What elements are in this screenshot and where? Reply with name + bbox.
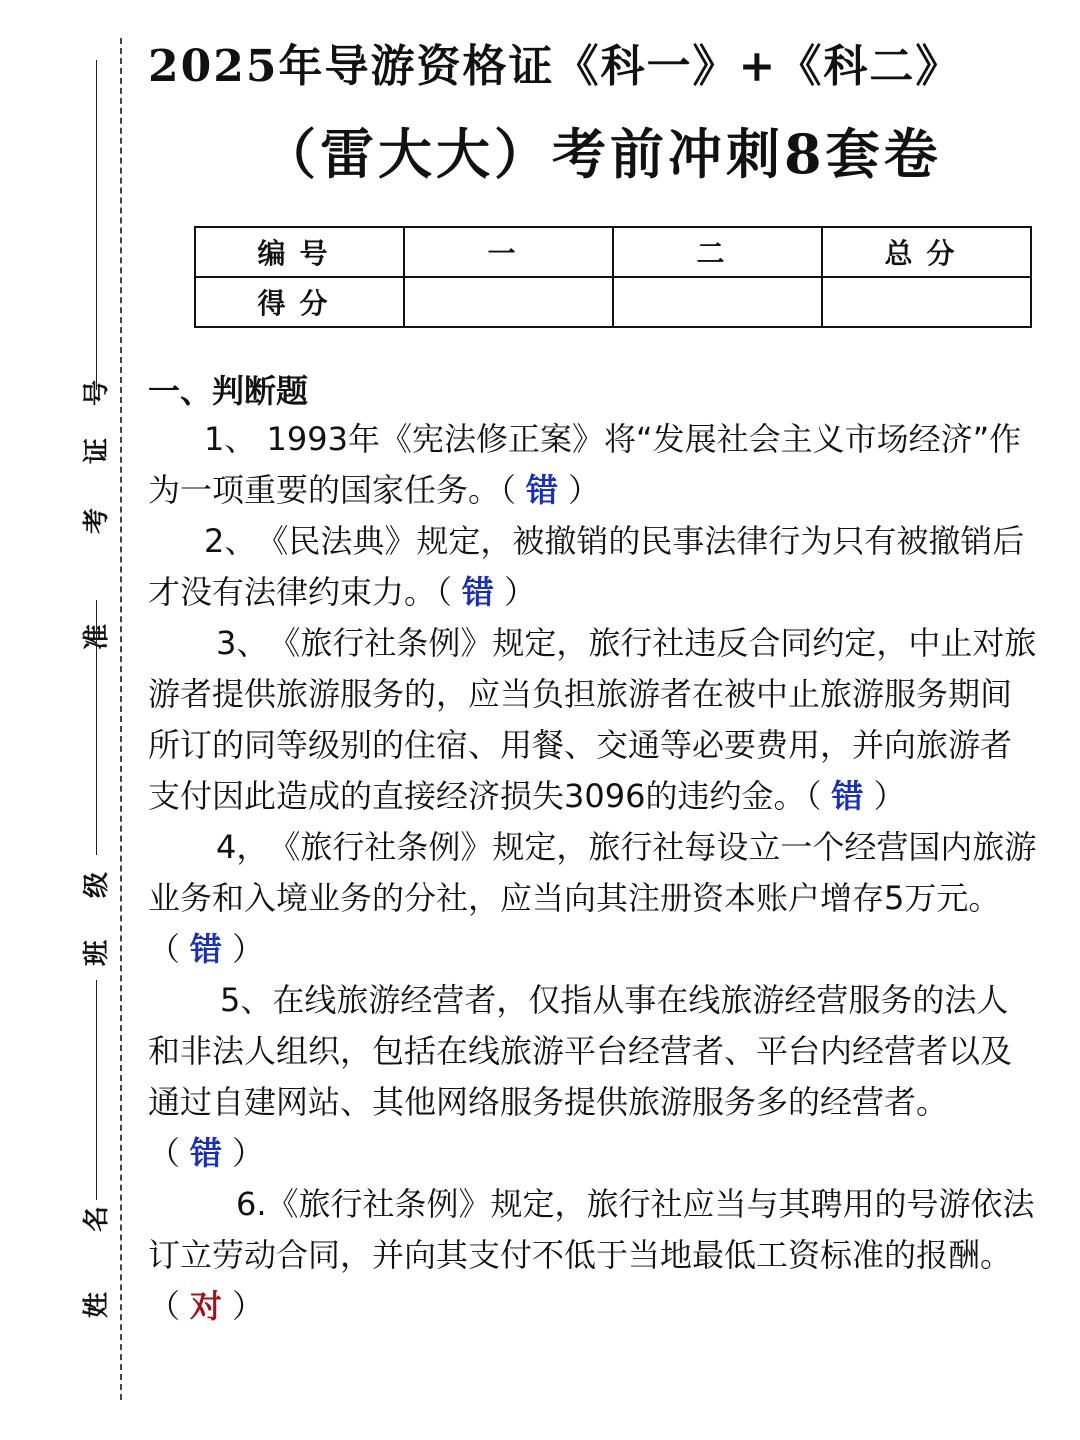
side-char: 准 <box>82 623 113 651</box>
answer-mark: 错 <box>190 930 223 968</box>
question-text: 《民法典》规定，被撤销的民事法律行为只有被撤销后才没有法律约束力。（ <box>148 522 1025 611</box>
exam-number-field[interactable] <box>70 60 113 651</box>
question-number: 2、 <box>204 522 257 560</box>
score-table <box>194 226 1032 328</box>
question-text: 1993年《宪法修正案》将“发展社会主义市场经济”作为一项重要的国家任务。（ <box>148 420 1022 509</box>
side-char: 号 <box>82 379 113 407</box>
class-rule <box>96 600 97 855</box>
answer-mark: 错 <box>831 777 864 815</box>
question-item <box>148 516 1038 618</box>
exam-number-rule <box>96 60 97 390</box>
answer-mark: 错 <box>462 573 495 611</box>
question-text: 《旅行社条例》规定，旅行社应当与其聘用的号游依法订立劳动合同，并向其支付不低于当地最低工资标准的报酬。（ <box>148 1185 1035 1325</box>
question-item <box>148 822 1038 975</box>
exam-title-line2: （雷大大）考前冲刺8套卷 <box>262 122 942 186</box>
question-number: 1、 <box>204 420 257 458</box>
name-field[interactable] <box>70 980 113 1319</box>
header-cell-number: 编号 <box>195 227 404 277</box>
answer-close-paren: ） <box>568 471 601 509</box>
question-item <box>148 414 1038 516</box>
question-item <box>148 1179 1038 1332</box>
side-char: 名 <box>82 1205 113 1233</box>
header-cell-part1: 一 <box>404 227 613 277</box>
binding-dashed-line <box>120 38 122 1400</box>
question-list <box>148 414 1038 1332</box>
score-cell-total[interactable] <box>822 277 1031 327</box>
side-char: 姓 <box>82 1291 113 1319</box>
question-item <box>148 618 1038 822</box>
exam-title-line1: 2025年导游资格证《科一》+《科二》 <box>148 41 962 92</box>
question-text: 《旅行社条例》规定，旅行社违反合同约定，中止对旅游者提供旅游服务的，应当负担旅游者在被中止旅游服务期间所订的同等级别的住宿、用餐、交通等必要费用，并向旅游者支付因此造成的直接经济损失3096的违约金。（ <box>148 624 1037 815</box>
answer-mark: 对 <box>190 1287 223 1325</box>
side-char: 考 <box>82 507 113 535</box>
score-table-score-row <box>195 277 1031 327</box>
section-title: 一、判断题 <box>148 372 309 410</box>
answer-close-paren: ） <box>232 1287 265 1325</box>
answer-close-paren: ） <box>873 777 906 815</box>
name-rule <box>96 980 97 1200</box>
class-field[interactable] <box>70 600 113 967</box>
answer-mark: 错 <box>190 1134 223 1172</box>
question-number: 3、 <box>216 624 269 662</box>
question-text: 在线旅游经营者，仅指从事在线旅游经营服务的法人和非法人组织，包括在线旅游平台经营者、平台内经营者以及通过自建网站、其他网络服务提供旅游服务多的经营者。（ <box>148 981 1013 1172</box>
answer-close-paren: ） <box>232 1134 265 1172</box>
question-item <box>148 975 1038 1179</box>
question-number: 5、 <box>220 981 273 1019</box>
question-text: 《旅行社条例》规定，旅行社每设立一个经营国内旅游业务和入境业务的分社，应当向其注册资本账户增存5万元。（ <box>148 828 1037 968</box>
side-char: 班 <box>82 939 113 967</box>
side-char: 证 <box>82 437 113 465</box>
side-char: 级 <box>82 871 113 899</box>
score-row-label: 得分 <box>195 277 404 327</box>
answer-close-paren: ） <box>504 573 537 611</box>
answer-close-paren: ） <box>232 930 265 968</box>
score-cell-part2[interactable] <box>613 277 822 327</box>
score-table-header-row <box>195 227 1031 277</box>
question-number: 6. <box>236 1185 267 1223</box>
score-cell-part1[interactable] <box>404 277 613 327</box>
answer-mark: 错 <box>526 471 559 509</box>
header-cell-total: 总分 <box>822 227 1031 277</box>
question-number: 4， <box>216 828 269 866</box>
header-cell-part2: 二 <box>613 227 822 277</box>
